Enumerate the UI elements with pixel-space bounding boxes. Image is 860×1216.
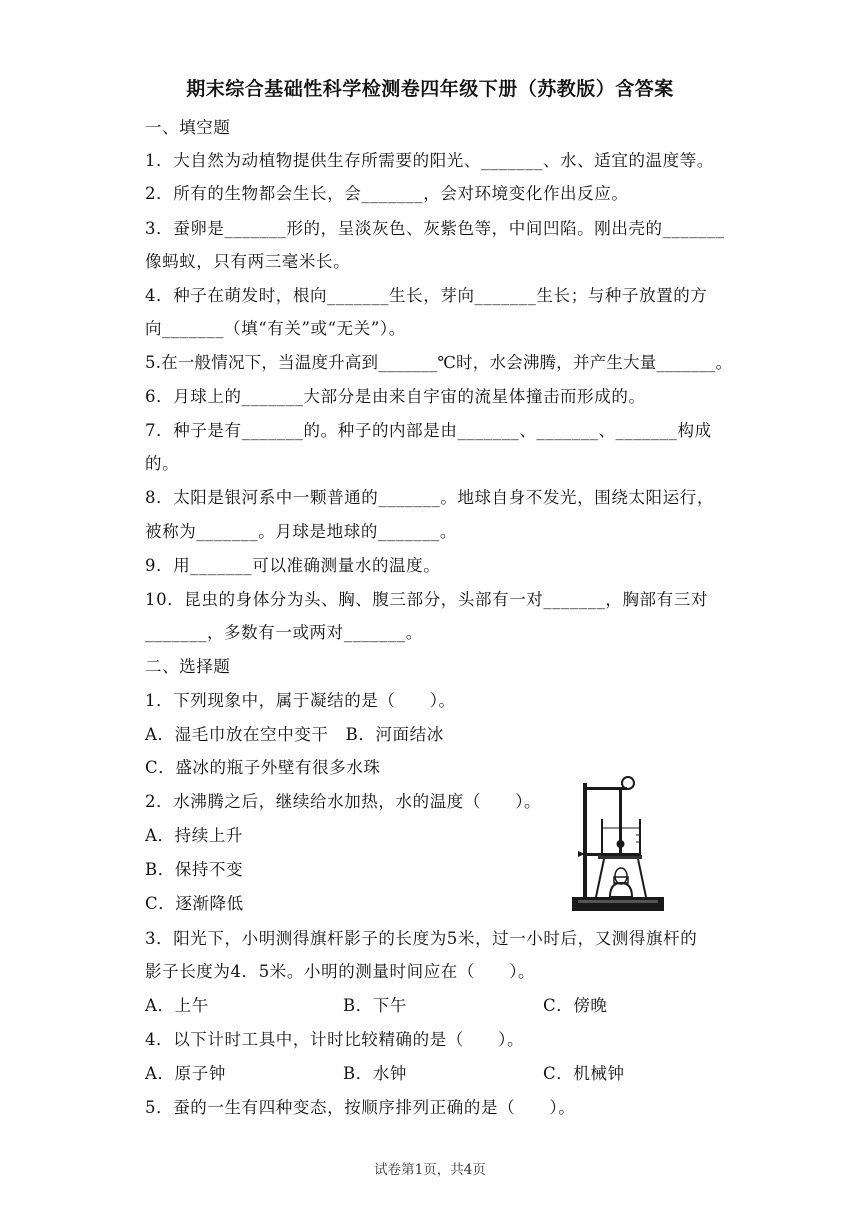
choice-q1-options-ab: A．湿毛巾放在空中变干 B．河面结冰 <box>145 725 444 744</box>
choice-q3-line2: 影子长度为4．5米。小明的测量时间应在（ ）。 <box>145 962 536 981</box>
fill-q4-line2: 向_______（填“有关”或“无关”）。 <box>145 319 406 338</box>
choice-q5: 5．蚕的一生有四种变态，按顺序排列正确的是（ ）。 <box>145 1098 576 1117</box>
fill-q2-line1: 2．所有的生物都会生长，会_______，会对环境变化作出反应。 <box>145 184 629 203</box>
choice-q4-options <box>0 1063 860 1085</box>
fill-q6-line1: 6．月球上的_______大部分是由来自宇宙的流星体撞击而形成的。 <box>145 387 646 406</box>
fill-q7-line1: 7．种子是有_______的。种子的内部是由_______、_______、_______构成 <box>145 421 712 440</box>
fill-q8-line1: 8．太阳是银河系中一颗普通的_______。地球自身不发光，围绕太阳运行， <box>145 488 714 507</box>
fill-q5-line1: 5.在一般情况下，当温度升高到_______℃时，水会沸腾，并产生大量_______。 <box>145 353 733 372</box>
boiling-water-apparatus-illustration <box>568 765 668 915</box>
fill-q8-line2: 被称为_______。月球是地球的_______。 <box>145 522 457 541</box>
choice-q4: 4．以下计时工具中，计时比较精确的是（ ）。 <box>145 1030 525 1049</box>
choice-q1-option-c: C．盛冰的瓶子外壁有很多水珠 <box>145 758 381 777</box>
fill-q1-line1: 1．大自然为动植物提供生存所需要的阳光、_______、水、适宜的温度等。 <box>145 151 714 170</box>
fill-q10-line1: 10．昆虫的身体分为头、胸、腹三部分，头部有一对_______，胸部有三对 <box>145 590 708 609</box>
fill-q3-line2: 像蚂蚁，只有两三毫米长。 <box>145 252 351 271</box>
fill-q7-line2: 的。 <box>145 454 180 473</box>
choice-q4-option-c: C．机械钟 <box>543 1064 625 1083</box>
choice-q2-option-c: C．逐渐降低 <box>145 894 244 913</box>
choice-q3-line1: 3．阳光下，小明测得旗杆影子的长度为5米，过一小时后，又测得旗杆的 <box>145 929 698 948</box>
section-heading-choice: 二、选择题 <box>145 657 231 676</box>
choice-q2-option-b: B．保持不变 <box>145 860 244 879</box>
section-heading-fill: 一、填空题 <box>145 118 231 137</box>
choice-q3-options <box>0 995 860 1017</box>
fill-q10-line2: _______，多数有一或两对_______。 <box>145 623 423 642</box>
choice-q3-option-b: B．下午 <box>343 996 408 1015</box>
choice-q2-option-a: A．持续上升 <box>145 826 244 845</box>
choice-q2: 2．水沸腾之后，继续给水加热，水的温度（ ）。 <box>145 792 542 811</box>
fill-q4-line1: 4．种子在萌发时，根向_______生长，芽向_______生长；与种子放置的方 <box>145 286 708 305</box>
choice-q4-option-b: B．水钟 <box>343 1064 408 1083</box>
fill-q3-line1: 3．蚕卵是_______形的，呈淡灰色、灰紫色等，中间凹陷。刚出壳的_______ <box>145 219 725 238</box>
page-footer: 试卷第1页，共4页 <box>374 1162 486 1178</box>
choice-q1: 1．下列现象中，属于凝结的是（ ）。 <box>145 691 456 710</box>
fill-q9-line1: 9．用_______可以准确测量水的温度。 <box>145 556 441 575</box>
choice-q3-option-c: C．傍晚 <box>543 996 608 1015</box>
choice-q4-option-a: A．原子钟 <box>145 1064 226 1083</box>
document-title: 期末综合基础性科学检测卷四年级下册（苏教版）含答案 <box>186 78 674 100</box>
choice-q3-option-a: A．上午 <box>145 996 209 1015</box>
